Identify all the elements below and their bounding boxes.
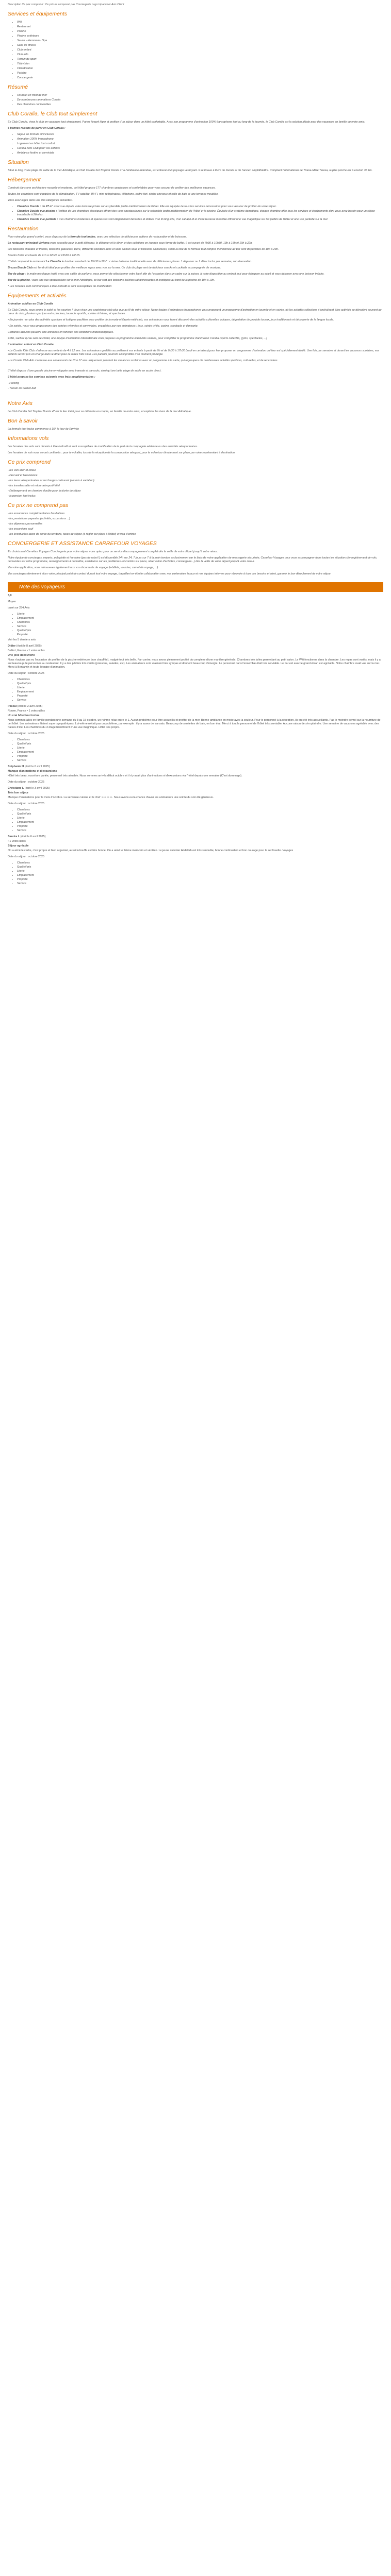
criteria-item: • Propreté: [17, 755, 383, 758]
review-date: (écrit le 2 avril 2025): [17, 705, 43, 708]
restaurant-name: Le restaurant principal Verkona: [8, 242, 50, 245]
service-item: • Restaurant: [17, 25, 383, 29]
text: est l'endroit idéal pour profiter des meilleurs repas avec vue sur la mer. Ce club de plage sert de délicieux snacks et cocktails accompagnés de musique.: [32, 266, 221, 269]
room-name: Chambre Double vue piscine :: [17, 210, 57, 213]
prix-item: - les transfers aller et retour aéroport/hôtel: [8, 484, 60, 487]
review-date: (écrit le 6 avril 2025): [24, 765, 50, 768]
club-title: Club Coralia, le Club tout simplement: [8, 111, 97, 117]
restauration-paragraph: [8, 266, 383, 270]
service-item: • Conciergerie: [17, 76, 383, 80]
equip-paragraph: • En soirée, nous vous proposerons des soirées rythmées et conviviales, encadrées par nos animateurs : jeux, soirée white, casino, spectacle et dansante.: [8, 325, 199, 328]
avis-title: Notre Avis: [8, 400, 32, 406]
resume-list: [8, 94, 383, 107]
review-location: Belfort, France • 1 votes utiles: [8, 649, 45, 652]
infos-title: Informations vols: [8, 435, 49, 442]
criteria-item: • Qualité/prix: [17, 866, 383, 869]
resume-title: Résumé: [8, 84, 28, 90]
restauration-paragraph: [8, 242, 383, 245]
club-reasons-title: 5 bonnes raisons de partir en Club Coralia :: [8, 127, 66, 130]
criteria-item: • Literie: [17, 613, 383, 616]
criteria-item: • Literie: [17, 747, 383, 750]
equip-title: Équipements et activités: [8, 293, 67, 299]
service-item: • Climatisation: [17, 67, 383, 71]
prix-item: - l'hébergement en chambre double pour la durée du séjour: [8, 489, 81, 493]
criteria-item: • Service: [17, 625, 383, 629]
equip-paragraph: • Le Coralia Club Ado s'adresse aux adolescents de 13 à 17 ans uniquement pendant les vacances scolaires avec un programme à la carte, qui regroupera de nombreuses activités sportives, culturelles, et de rencontres.: [8, 359, 279, 362]
service-item: • Piscine extérieure: [17, 35, 383, 38]
service-item: • Télévision: [17, 62, 383, 66]
criteria-list: [8, 613, 383, 637]
concierge-paragraph: Via votre application, vous retrouverez également tous vos documents de voyage (e-billets, voucher, carnet de voyage, ...): [8, 566, 158, 569]
review-score: 3,9: [8, 594, 12, 597]
review-criteria: [8, 861, 383, 886]
text: , avec une sélection de délicieuses options de restauration et de boissons.: [95, 235, 187, 239]
hebergement-paragraph: Vous avez logés dans une des catégories suivantes :: [8, 199, 73, 202]
review-author: Didier: [8, 645, 16, 648]
review-criteria: [8, 808, 383, 833]
noprix-item: - les assurances complémentaires facultatives: [8, 512, 65, 515]
review-author: Christiane L: [8, 787, 24, 790]
criteria-item: • Propreté: [17, 878, 383, 882]
review-text: Nous sommes allés en famille pendant une semaine du 8 au 15 octobre, un rythme relax entre le 1. Aucun problème pour être accueillis et profiter de la mer. Bonne ambiance en mode avec la couleur. Pour le personnel à la réception, ils ont été très accueillants. Pas le moindre bémol sur la nourriture de cet hôtel. Les animateurs étaient super sympathiques. Lui-même n'était pas un problème, par exemple : il y a assez de transats. Beaucoup de serviettes de bain, en bon état. Merci à tout le personnel de l'hôtel très serviable. Aucune raison de s'en plaindre. Une semaine de vacances agréable avec des fraises d'été. Les chambres du 3 étage bénéficient d'une vue magnifique. Hôtel très propre.: [8, 719, 381, 729]
review-card: [8, 765, 383, 784]
criteria-item: • Emplacement: [17, 690, 383, 694]
club-reasons-list: [8, 133, 383, 155]
review-author-line: [8, 787, 383, 790]
room-text: Ces chambres modernes et spacieuses sont élégamment décorées et dotées d'un lit king size, d'un canapé-lit et d'une terrasse meublée offrant une vue magnifique sur les jardins de l'hôtel et une vue partielle sur la mer.: [58, 218, 329, 221]
services-title: Services et équipements: [8, 11, 67, 17]
review-text: On a aimé le cadre, c'est propre et bien organisé, aussi la bouffe est très bonne. On a aimé le thème marocain et vénitien. Le jeune cuisinier Abdallah est très serviable, bonne continuation et bon courage pour la set fouette. Voyages: [8, 849, 294, 852]
review-title: Un vrai hôtel tout inclus: [8, 714, 40, 717]
service-item: • Piscine: [17, 30, 383, 33]
criteria-item: • Chambres: [17, 861, 383, 865]
criteria-item: • Literie: [17, 870, 383, 873]
service-item: • Club ado: [17, 53, 383, 57]
review-author: Sandra L: [8, 835, 20, 838]
prix-item: - l'accueil et l'assistance: [8, 474, 38, 477]
equip-paragraph: • En journée : un plus des activités sportives et ludiques pacifiées pour profiter de la mode et l'après-midi club, vos animateurs vous feront découvrir des activités culturelles typiques, dégustation de produits locaux, jeux traditionnels et découverte de la langue locale.: [8, 318, 334, 321]
extra-item: - Parking: [8, 382, 19, 385]
review-title: Manque d'animations et d'excursions: [8, 770, 57, 773]
room-text: avec vue depuis votre terrasse privée sur le splendide jardin méditerranéen de l'hôtel. Elle est équipée de tous les services nécessaires pour vous assurer de profiter de votre séjour.: [53, 205, 277, 208]
equip-paragraph: Enfin, sachez qu'au sein de l'hôtel, une équipe d'animation internationale vous propose un programme d'activités variées, pour compléter le programme d'animation Coralia (sports collectifs, gyms, spectacles, ...): [8, 337, 267, 340]
review-title: Séjour agréable: [8, 844, 29, 848]
equip-paragraph: L'hôtel dispose d'une grande piscine enveloppée avec transats et parasols, ainsi qu'une belle plage de sable en accès direct.: [8, 369, 161, 372]
review-stay-date: Date du séjour : octobre 2025: [8, 732, 45, 735]
criteria-item: • Emplacement: [17, 751, 383, 754]
concierge-paragraph: En choisissant Carrefour Voyages Conciergerie pour votre séjour, vous optez pour un service d'accompagnement complet dès la veille de votre départ jusqu'à votre retour.: [8, 550, 218, 553]
criteria-item: • Qualité/prix: [17, 812, 383, 816]
service-item: • Sauna - Hammam - Spa: [17, 39, 383, 43]
review-location: Rouen, France • 1 votes utiles: [8, 709, 45, 713]
service-item: • Club enfant: [17, 48, 383, 52]
review-date: (écrit le 3 avril 2025): [24, 787, 50, 790]
prix-item: - la pension tout inclus: [8, 495, 36, 498]
intro-links[interactable]: Description Ce prix comprend : Ce prix ne comprend pas Conciergerie Logo tripadvisor Avis Client: [8, 3, 124, 6]
criteria-item: • Propreté: [17, 694, 383, 698]
prix-title: Ce prix comprend: [8, 459, 51, 465]
criteria-item: • Propreté: [17, 633, 383, 637]
hebergement-title: Hébergement: [8, 177, 41, 183]
reason-item: • Séjour en formule all inclusive: [17, 133, 383, 137]
situation-paragraph: Situé le long d'une plage de sable de la mer Adriatique, le Club Coralia Sol Tropikal Dorrës 4* a l'ambiance détendue, est entouré d'un paysage verdoyant. Il se trouve à 8 km de Durrës et de l'ancien amphithéâtre. Comptant l'international de Tirana-Mère Teresa, la plus proche est à environ 35 km.: [8, 169, 372, 172]
text: vous accueille pour le petit déjeuner, le déjeuner et le dîner, et des collations en journée sous forme de buffet. Il est ouvert de 7h30 à 10h30, 13h à 15h et 19h à 22h.: [49, 242, 253, 245]
criteria-item: • Chambres: [17, 808, 383, 812]
review-title: Très bon séjour: [8, 791, 29, 794]
restauration-title: Restauration: [8, 226, 39, 232]
review-location: • 1 votes utiles: [8, 840, 26, 843]
text: le lundi au vendredi de 10h30 à 22h* : cuisine italienne traditionnelle avec de délicieuses pizzas. 1 déjeuner ou 1 dîner inclus par semaine, sur réservation.: [61, 260, 252, 263]
restauration-paragraph: [8, 260, 383, 264]
review-text: Hôtel très beau, nourriture variée, personnel très aimable. Nous sommes arrivés début octobre et il n'y avait plus d'animations ni d'excursions via l'hôtel depuis une semaine (C'est dommage).: [8, 774, 242, 777]
criteria-item: • Chambres: [17, 678, 383, 682]
text: : le matin mixologue invité avec une saillie de parfums, vous permet de sélectionner votre bien! afin de l'occasion dans un cadre sur la saison, à votre disposition au endroit tout pour échapper au soleil et vous délasser avec une boisson fraîche.: [24, 273, 324, 276]
noprix-item: - les excursions sauf: [8, 528, 34, 531]
room-item: [17, 218, 383, 222]
situation-title: Situation: [8, 159, 29, 165]
concierge-paragraph: Vos concierges deviennent alors votre principal point de contact durant tout votre voyage, travaillant en étroite collaboration avec nos partenaires locaux et nos équipes internes pour répondre à tous vos besoins et ainsi, garantir le bon déroulement de votre séjour.: [8, 572, 332, 575]
savoir-title: Bon à savoir: [8, 418, 38, 424]
text: : avec une vue spectaculaire sur la mer Adriatique, ce bar sert des boissons fraîches rafraichissantes et exotiques au bord de la piscine de 10h à 19h.: [29, 279, 215, 282]
equip-paragraph: • Le Coralia Kids Club s'adresse aux enfants de 4 à 12 ans. Les animateurs qualifiés accueilleront vos enfants à partir de 9h et de 9h30 à 17h30 (sauf en certaines) pour leur proposer un programme d'animation qui leur est spécialement dédié. Une fois par semaine et durant les vacances scolaires, vos enfants seront pris en charge dans le dîner pour la soirée Kids Club. Les parents pourront ainsi profiter d'un moment privilégié.: [8, 349, 380, 356]
review-stay-date: Date du séjour : octobre 2025: [8, 781, 45, 784]
review-author-line: [8, 645, 383, 648]
reviews-summary: [8, 594, 383, 642]
service-item: • Terrain de sport: [17, 58, 383, 61]
hebergement-paragraph: Toutes les chambres sont équipées de la climatisation, TV satellite, Wi-Fi, mini-réfrigérateur, téléphone, coffre-fort, sèche-cheveux et salle de bain et une terrasse meublée.: [8, 193, 219, 196]
review-text: Nous n'avions pas eu l'occasion de profiter de la piscine extérieure (non chauffée), malgré tout très belle. Par contre, nous avons pleinement profité du complexe d'une manière générale. Chambres très jolies permettant au petit salon. Le Wifi fonctionne dans la chambre. Les repas sont variés, mais il y a eu beaucoup de personnes au restaurant. Il y a des pêchés très variés (poissons, salades, etc). Les animateurs sont vraiment très sympas et donnent beaucoup d'énergie. Le personnel dans l'ensemble était très serviable. Le bar est avec le grand écran est agréable. Notre chambre avait vue sur la mer. Merci à Benjamin et toute l'équipe d'animation.: [8, 658, 381, 669]
criteria-item: • Propreté: [17, 825, 383, 828]
noprix-item: - les éventuelles taxes de sortie du territoire, taxes de séjour (à régler sur place à l'hôtel) et visa d'entrée: [8, 533, 136, 536]
review-score-label: Moyen: [8, 600, 17, 603]
room-text: Profitez de vos chambres classiques offrant des vues spectaculaires sur le splendide jardin méditerranéen de l'hôtel et la piscine. Équipée d'un système domotique, chaque chambre offre tous les services et équipements dont vous avez besoin pour un séjour inoubliable à 26m²ex.: [17, 210, 375, 216]
restauration-paragraph: Snacks froids et chauds de 11h à 12h45 et 15h30 à 16h15.: [8, 254, 80, 257]
equip-extras-title: L'hôtel propose les services suivants avec frais supplémentaires :: [8, 376, 95, 379]
review-author: Pascal: [8, 705, 17, 708]
criteria-item: • Qualité/prix: [17, 682, 383, 686]
review-count: basé sur 284 Avis: [8, 606, 30, 609]
service-item: • Salle de fitness: [17, 44, 383, 47]
criteria-item: • Service: [17, 759, 383, 762]
noprix-item: - les dépenses personnelles: [8, 522, 43, 526]
concierge-title: CONCIERGERIE ET ASSISTANCE CARREFOUR VOYAGES: [8, 540, 157, 547]
criteria-item: • Service: [17, 882, 383, 886]
restauration-paragraph: Les boissons chaudes et froides, boissons gazeuses, bière, différents cocktails avec et sans alcools sous et boissons alcoolisées, selon la liste de la formule tout compris mentionnée au bar sont disponibles de 10h à 23h.: [8, 248, 279, 251]
review-stay-date: Date du séjour : octobre 2025: [8, 802, 45, 805]
noprix-title: Ce prix ne comprend pas: [8, 502, 69, 509]
equip-subtitle: Animation adultes en Club Coralia: [8, 302, 53, 306]
review-author-line: [8, 705, 383, 708]
review-title: Une jolie découverte: [8, 654, 35, 657]
review-card: [8, 705, 383, 762]
room-item: [17, 205, 383, 209]
criteria-item: • Literie: [17, 817, 383, 820]
criteria-item: • Literie: [17, 686, 383, 690]
restauration-paragraph: [8, 279, 383, 282]
review-author-line: [8, 835, 383, 839]
text: Pour votre plus grand confort, vous disposez de la: [8, 235, 71, 239]
review-stay-date: Date du séjour : octobre 2025: [8, 855, 45, 858]
room-list: [8, 205, 383, 222]
services-list: [8, 21, 383, 80]
review-date: (écrit le 8 avril 2025): [16, 645, 42, 648]
reason-item: • Animation 100% francophone: [17, 138, 383, 141]
prix-item: - les taxes aéroportuaires et surcharges carburant (soumis à variation): [8, 479, 94, 482]
review-text: Manque d'animations pour le mois d'octobre. La serveuse cuisine et le chef ☺☺☺☺. Nous avons eu la chance d'avoir les animateurs une soirée du soir été généreux.: [8, 796, 214, 799]
service-item: • Wifi: [17, 21, 383, 24]
review-criteria: [8, 678, 383, 702]
review-card: [8, 835, 383, 886]
restaurant-name: Brezza Beach Club: [8, 266, 33, 269]
review-date: (écrit le 6 avril 2025): [20, 835, 46, 838]
room-name: Chambre Double : de 27 m²: [17, 205, 53, 208]
resume-item: • Des chambres confortables: [17, 103, 383, 107]
criteria-item: • Service: [17, 699, 383, 702]
criteria-item: • Chambres: [17, 621, 383, 624]
savoir-paragraph: La formule tout inclus commence à 15h le jour de l'arrivée: [8, 428, 79, 431]
room-item: [17, 210, 383, 217]
hebergement-paragraph: Construit dans une architecture nouvelle et moderne, cet hôtel propose 177 chambres spacieuses et confortables pour vous assurer de profiter des meilleures vacances.: [8, 187, 216, 190]
club-paragraph: En Club Coralia, vivez le club en vacances tout simplement. Partez l'esprit léger et profitez d'un séjour dans un hôtel confortable. Avec son programme d'animation 100% francophone tout au long de la journée, le Club Coralia est la solution idéale pour des vacances en famille ou entre amis.: [8, 121, 365, 124]
reason-item: • Ambiance festive et conviviale: [17, 151, 383, 155]
criteria-item: • Service: [17, 829, 383, 833]
infos-paragraph: Les horaires de vols vous seront confirmés : pour le vol aller, lors de la réception de la convocation aéroport, pour le vol retour directement sur place par votre représentant à destination.: [8, 451, 236, 454]
room-name: Chambre Double vue partielle :: [17, 218, 58, 221]
restauration-paragraph: [8, 235, 383, 239]
review-author-line: [8, 765, 383, 769]
criteria-item: • Emplacement: [17, 821, 383, 824]
hotel-page: [8, 0, 383, 899]
equip-paragraph: Certaines activités peuvent être annulées en fonction des conditions météorologiques.: [8, 331, 114, 334]
infos-paragraph: Les horaires des vols sont donnés à titre indicatif et sont susceptibles de modification de la part de la compagnie aérienne ou des autorités aéroportuaires.: [8, 445, 198, 448]
criteria-item: • Emplacement: [17, 874, 383, 877]
review-card: [8, 645, 383, 702]
prix-item: - les vols aller et retour: [8, 469, 36, 472]
criteria-item: • Qualité/prix: [17, 742, 383, 746]
review-stay-date: Date du séjour : octobre 2025: [8, 672, 45, 675]
see-last-reviews-link[interactable]: Voir les 5 derniers avis: [8, 638, 36, 641]
reason-item: • Coralia Kids Club pour vos enfants: [17, 147, 383, 150]
text: L'hôtel comprend le restaurant: [8, 260, 46, 263]
review-card: [8, 787, 383, 833]
restauration-paragraph: [8, 273, 383, 276]
review-criteria: [8, 738, 383, 762]
service-item: • Parking: [17, 72, 383, 75]
restauration-note: * Les horaires sont communiqués à titre indicatif et sont susceptibles de modification: [8, 285, 112, 288]
review-author: Stéphanie H: [8, 765, 24, 768]
formula-name: formule tout inclus: [70, 235, 95, 239]
criteria-item: • Emplacement: [17, 617, 383, 620]
criteria-item: • Qualité/prix: [17, 629, 383, 633]
concierge-paragraph: Notre équipe de concierges, experts, polyglotte et humaine (pas de robot !) est disponible 24h sur 24, 7 jours sur 7 à la main tendue exclusivement par le biais de notre application de messagerie sécurisée, Carrefour Voyages pour vous accompagner dans toutes les situations (enregistrement de vols, demandes sur votre programme, renseignements à connaître, assistance sur les problèmes rencontrés sur place, réservation d'activités, conciergerie...) dès la veille de votre départ jusqu'à votre retour.: [8, 556, 378, 563]
criteria-item: • Chambres: [17, 738, 383, 742]
reviews-banner: Note des voyageurs: [8, 582, 383, 592]
extra-item: - Terrain de basket-ball: [8, 387, 36, 390]
equip-subtitle: L'animation enfant en Club Coralia: [8, 343, 54, 346]
bar-name: Bar de la piscine: [8, 279, 30, 282]
reason-item: • Logement en hôtel tout confort: [17, 142, 383, 146]
bar-name: Bar de plage: [8, 273, 25, 276]
resume-item: • Un hôtel en front de mer: [17, 94, 383, 97]
avis-paragraph: Le Club Coralia Sol Tropikal Durrës 4* est le lieu idéal pour se détendre en couple, en famille ou entre amis, et explorer les rives de la mer Adriatique.: [8, 410, 192, 413]
equip-paragraph: En Club Coralia, nous avons le soleil et les sourires ! Vous vivez une expérience club plus que au fil de votre séjour. Notre équipe d'animateurs francophones vous proposent un programme d'animation en journée et en soirée, où les activités collectives s'enchaînent. Nos activités se déroulent souvent au cœur du club, plusieurs par jour entre piscines, tournois sportifs, soirées à thème, et spectacles.: [8, 309, 382, 315]
restaurant-name: La Chandia: [46, 260, 61, 263]
noprix-item: - les prestations payantes (activités, excursions ...): [8, 517, 70, 520]
resume-item: • De nombreuses animations Coralia: [17, 98, 383, 102]
